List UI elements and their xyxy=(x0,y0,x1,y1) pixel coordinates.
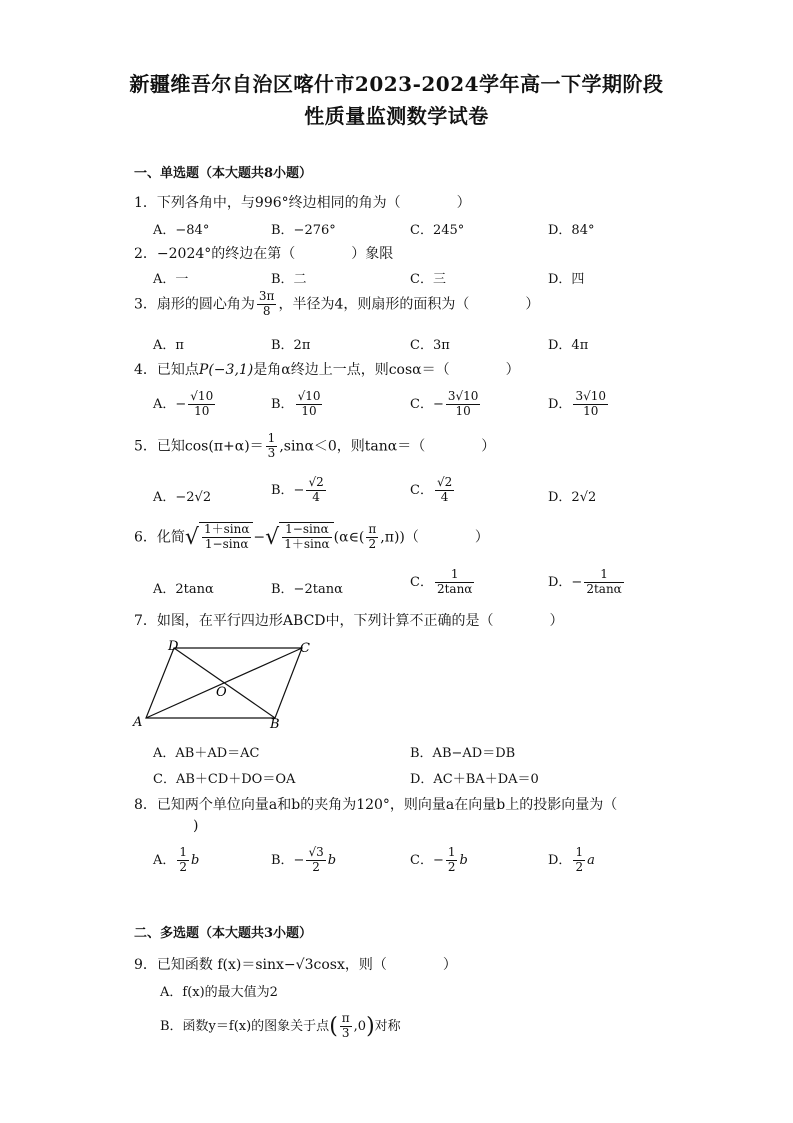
question-4-a-num: √10 xyxy=(190,389,214,403)
question-4-d-den: 10 xyxy=(583,403,599,418)
question-5-c-label: C． xyxy=(410,482,433,498)
question-6-option-a: A．2tanα xyxy=(153,582,214,597)
question-9-b-num: π xyxy=(341,1011,350,1025)
question-8-a-num: 1 xyxy=(179,845,188,859)
question-8-stem: 8．已知两个单位向量a和b的夹角为120°，则向量a在向量b上的投影向量为（ xyxy=(134,797,618,813)
question-3-frac-num: 3π xyxy=(258,289,275,303)
parallelogram-figure xyxy=(130,636,320,731)
question-3-post: ，半径为4，则扇形的面积为（ ） xyxy=(278,296,540,313)
question-6-d-den: 2tanα xyxy=(586,581,622,596)
center-o-label: O xyxy=(216,685,227,700)
question-3-option-c: C．3π xyxy=(410,338,450,353)
question-3-pre: 3．扇形的圆心角为 xyxy=(134,296,255,313)
question-4-d-fraction xyxy=(573,390,608,419)
question-5-den: 3 xyxy=(267,445,276,460)
question-6-radical-2 xyxy=(282,523,331,552)
question-4-b-fraction xyxy=(296,390,323,419)
question-4-pre: 4．已知点 xyxy=(134,362,199,378)
question-6-cond-den: 2 xyxy=(368,536,377,551)
question-7-option-a: A．AB＋AD＝AC xyxy=(153,746,260,761)
question-8-d-den: 2 xyxy=(575,859,584,874)
question-8-c-num: 1 xyxy=(447,845,456,859)
question-8-d-num: 1 xyxy=(575,845,584,859)
question-9-b-den: 3 xyxy=(341,1025,350,1040)
question-5-post: ,sinα＜0，则tanα＝（ ） xyxy=(279,438,496,455)
question-9-b-fraction xyxy=(340,1012,352,1041)
question-7-stem: 7．如图，在平行四边形ABCD中，下列计算不正确的是（ ） xyxy=(134,613,564,629)
question-5-c-den: 4 xyxy=(440,489,449,504)
title-line-2: 性质量监测数学试卷 xyxy=(304,104,489,128)
question-3-option-a: A．π xyxy=(153,338,184,353)
question-5-option-d: D．2√2 xyxy=(548,490,597,505)
question-8-a-label: A． xyxy=(153,852,176,868)
question-4-stem xyxy=(134,359,520,379)
question-5-option-b xyxy=(271,476,328,505)
question-7-option-d: D．AC＋BA＋DA＝0 xyxy=(410,772,539,787)
question-8-option-a xyxy=(153,846,199,875)
question-9-b-rparen: ) xyxy=(366,1013,375,1039)
question-4-a-label: A．− xyxy=(153,396,187,412)
question-5-fraction xyxy=(266,432,278,461)
question-2-option-d: D．四 xyxy=(548,272,585,287)
section-heading-single-choice: 一、单选题（本大题共8小题） xyxy=(134,166,313,181)
question-8-b-den: 2 xyxy=(312,859,320,874)
question-9-stem: 9．已知函数 f(x)＝sinx−√3cosx，则（ ） xyxy=(134,957,457,973)
question-3-stem xyxy=(134,290,539,319)
question-1-option-d: D．84° xyxy=(548,223,595,238)
question-8-b-fraction xyxy=(306,846,325,875)
question-9-b-pre: B．函数y＝f(x)的图象关于点 xyxy=(160,1018,330,1034)
question-4-a-fraction xyxy=(188,390,215,419)
question-8-c-vec: b xyxy=(459,852,468,868)
question-8-d-label: D． xyxy=(548,852,572,868)
question-6-r2-den: 1＋sinα xyxy=(284,536,330,551)
vertex-b-label: B xyxy=(270,717,280,731)
question-5-b-label: B．− xyxy=(271,482,305,498)
question-8-a-den: 2 xyxy=(179,859,188,874)
question-6-option-d xyxy=(548,568,626,597)
question-8-a-vec: b xyxy=(191,852,200,868)
question-1-option-c: C．245° xyxy=(410,223,465,238)
question-4-c-num: 3√10 xyxy=(447,389,479,403)
question-9-option-a: A．f(x)的最大值为2 xyxy=(160,985,278,1000)
question-6-cond-num: π xyxy=(368,522,377,536)
question-5-c-num: √2 xyxy=(436,475,453,489)
question-9-b-end: 对称 xyxy=(374,1018,401,1034)
question-8-option-d xyxy=(548,846,595,875)
question-6-d-fraction xyxy=(584,568,623,597)
question-4-d-num: 3√10 xyxy=(575,389,606,403)
question-4-point: P(−3,1) xyxy=(198,362,254,378)
question-5-b-den: 4 xyxy=(312,489,320,504)
question-4-option-c xyxy=(410,390,482,419)
question-8-b-vec: b xyxy=(327,852,337,868)
question-6-r2-num: 1−sinα xyxy=(282,523,331,538)
question-6-stem xyxy=(134,522,489,552)
vertex-a-label: A xyxy=(133,715,143,730)
question-6-r1-num: 1＋sinα xyxy=(203,522,250,536)
question-7-option-c: C．AB＋CD＋DO＝OA xyxy=(153,772,296,787)
question-4-c-label: C．− xyxy=(410,396,444,412)
question-9-b-post: ,0 xyxy=(353,1018,367,1034)
vertex-d-label: D xyxy=(168,639,179,654)
question-6-option-b: B．−2tanα xyxy=(271,582,343,597)
question-5-c-fraction xyxy=(435,476,454,505)
question-2-stem: 2．−2024°的终边在第（ ）象限 xyxy=(134,246,394,262)
question-5-b-num: √2 xyxy=(308,475,324,489)
question-9-b-lparen: ( xyxy=(329,1013,338,1039)
question-6-option-c xyxy=(410,568,476,597)
question-8-d-fraction xyxy=(573,846,585,875)
question-6-c-label: C． xyxy=(410,574,433,590)
question-3-frac-den: 8 xyxy=(262,303,271,318)
question-8-a-fraction xyxy=(177,846,189,875)
question-2-option-c: C．三 xyxy=(410,272,446,287)
question-5-num: 1 xyxy=(267,431,276,445)
question-6-radical-1-sign: √ xyxy=(184,524,199,550)
question-6-c-fraction xyxy=(435,568,474,597)
question-4-mid: 是角α终边上一点，则cosα＝（ ） xyxy=(253,362,520,378)
question-2-option-b: B．二 xyxy=(271,272,307,287)
question-5-option-a: A．−2√2 xyxy=(153,490,212,505)
question-5-b-fraction xyxy=(306,476,325,505)
question-2-option-a: A．一 xyxy=(153,272,189,287)
question-8-c-fraction xyxy=(446,846,458,875)
question-4-option-d xyxy=(548,390,610,419)
question-6-c-den: 2tanα xyxy=(436,581,473,596)
question-4-d-label: D． xyxy=(548,396,572,412)
question-4-option-b xyxy=(271,390,324,419)
question-8-c-den: 2 xyxy=(447,859,456,874)
section-heading-multiple-choice: 二、多选题（本大题共3小题） xyxy=(134,926,313,941)
question-6-cond-post: ,π))（ ） xyxy=(380,529,489,546)
question-8-c-label: C．− xyxy=(410,852,444,868)
question-8-option-c xyxy=(410,846,468,875)
question-5-option-c xyxy=(410,476,456,505)
question-1-option-b: B．−276° xyxy=(271,223,336,238)
question-6-minus: − xyxy=(253,529,266,546)
title-line-1: 新疆维吾尔自治区喀什市2023-2024学年高一下学期阶段 xyxy=(129,72,664,96)
question-4-a-den: 10 xyxy=(194,403,210,418)
question-6-c-num: 1 xyxy=(435,568,474,583)
question-4-c-fraction xyxy=(446,390,481,419)
diagonal-bd xyxy=(174,648,275,718)
question-5-stem xyxy=(134,432,495,461)
question-3-option-b: B．2π xyxy=(271,338,311,353)
question-6-d-label: D．− xyxy=(548,574,583,590)
question-1-option-a: A．−84° xyxy=(153,223,210,238)
question-5-pre: 5．已知cos(π+α)＝ xyxy=(134,438,264,455)
question-4-c-den: 10 xyxy=(455,403,471,418)
question-4-b-num: √10 xyxy=(297,389,321,403)
question-6-d-num: 1 xyxy=(584,568,623,583)
question-8-b-label: B．− xyxy=(271,852,305,868)
question-9-option-b xyxy=(160,1012,401,1041)
question-4-option-a xyxy=(153,390,217,419)
question-8-option-b xyxy=(271,846,336,875)
question-6-radical-1 xyxy=(202,523,251,552)
question-3-fraction xyxy=(257,290,277,319)
question-6-radical-2-sign: √ xyxy=(265,524,280,550)
question-1-stem: 1．下列各角中，与996°终边相同的角为（ ） xyxy=(134,195,471,211)
question-8-d-vec: a xyxy=(587,852,595,868)
question-7-option-b: B．AB−AD＝DB xyxy=(410,746,516,761)
question-8-stem-close: ) xyxy=(193,818,199,834)
question-8-b-num: √3 xyxy=(308,845,324,859)
question-6-cond-fraction xyxy=(366,523,378,552)
question-3-option-d: D．4π xyxy=(548,338,589,353)
vertex-c-label: C xyxy=(300,641,310,656)
question-4-b-den: 10 xyxy=(301,403,317,418)
question-6-pre: 6．化简 xyxy=(134,529,185,546)
question-4-b-label: B． xyxy=(271,396,294,412)
question-6-cond-pre: (α∈( xyxy=(333,529,365,546)
question-6-r1-den: 1−sinα xyxy=(204,536,249,551)
